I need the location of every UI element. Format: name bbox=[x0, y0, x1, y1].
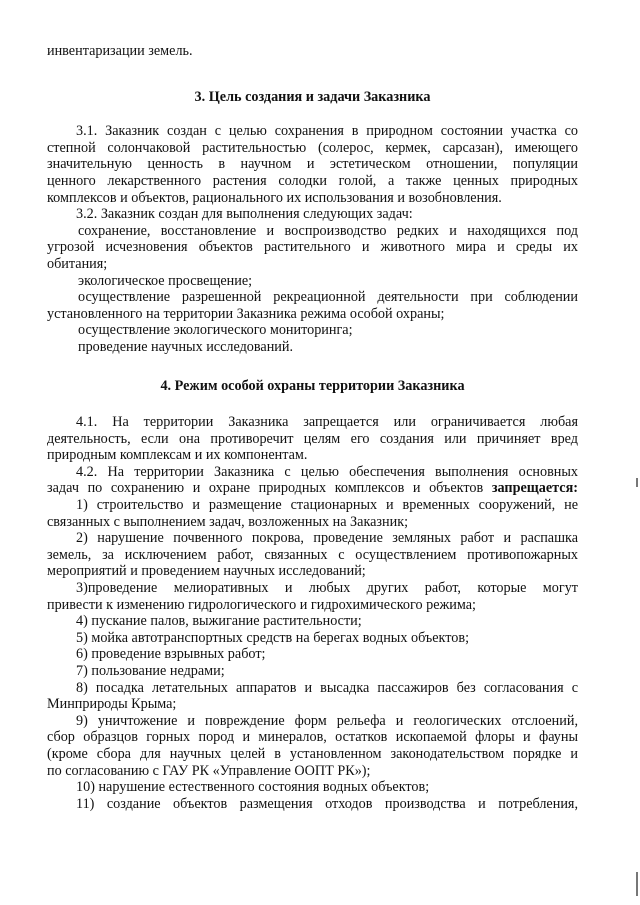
list-item-line: по согласованию с ГАУ РК «Управление ООПТ РК»); bbox=[47, 762, 371, 779]
section-3-paragraph-2 bbox=[47, 206, 578, 355]
text-line: деятельность, если она противоречит целям его создания или причиняет вред bbox=[47, 430, 578, 447]
list-item-line: мероприятий и проведением научных исследований; bbox=[47, 563, 366, 580]
list-item-line: 3)проведение мелиоративных и любых других работ, которые могут bbox=[76, 580, 578, 597]
text-line: осуществление разрешенной рекреационной деятельности при соблюдении bbox=[78, 289, 578, 306]
text-line: 3.2. Заказник создан для выполнения следующих задач: bbox=[76, 206, 413, 223]
section-4-title: 4. Режим особой охраны территории Заказника bbox=[160, 377, 465, 394]
list-item-line: связанных с выполнением задач, возложенных на Заказник; bbox=[47, 513, 409, 530]
text-line: экологическое просвещение; bbox=[78, 272, 253, 289]
spacer bbox=[47, 105, 578, 123]
list-item-line: (кроме сбора для научных целей в установленном законодательством порядке и bbox=[47, 745, 578, 762]
text-line bbox=[47, 480, 578, 497]
section-3-paragraph-1 bbox=[47, 123, 578, 206]
list-item-line: 8) посадка летательных аппаратов и высадка пассажиров без согласования с bbox=[76, 679, 578, 696]
list-item-line: Минприроды Крыма; bbox=[47, 696, 177, 713]
list-item-line: 6) проведение взрывных работ; bbox=[76, 646, 266, 663]
section-4-paragraph-1 bbox=[47, 414, 578, 464]
text-run: задач по сохранению и охране природных комплексов и объектов bbox=[47, 480, 484, 497]
spacer bbox=[47, 60, 578, 89]
list-item-line: привести к изменению гидрологического и гидрохимического режима; bbox=[47, 596, 477, 613]
text-line: проведение научных исследований. bbox=[78, 338, 294, 355]
section-4-paragraph-2 bbox=[47, 464, 578, 497]
text-line: обитания; bbox=[47, 255, 108, 272]
list-item-line: 11) создание объектов размещения отходов производства и потребления, bbox=[76, 795, 578, 812]
list-item-line: 9) уничтожение и повреждение форм рельефа и геологических отслоений, bbox=[76, 712, 578, 729]
list-item-line: 1) строительство и размещение стационарных и временных сооружений, не bbox=[76, 497, 578, 514]
list-item-line: 2) нарушение почвенного покрова, проведение земляных работ и распашка bbox=[76, 530, 578, 547]
spacer bbox=[47, 356, 578, 378]
list-item-line: земель, за исключением работ, связанных с осуществлением противопожарных bbox=[47, 546, 578, 563]
text-line: сохранение, восстановление и воспроизводство редких и находящихся под bbox=[78, 222, 578, 239]
intro-line: инвентаризации земель. bbox=[47, 43, 193, 59]
text-line: степной солончаковой растительностью (солерос, кермек, сарсазан), имеющего bbox=[47, 139, 578, 156]
list-item-line: 5) мойка автотранспортных средств на берегах водных объектов; bbox=[76, 629, 470, 646]
text-line: 3.1. Заказник создан с целью сохранения в природном состоянии участка со bbox=[76, 123, 578, 140]
spacer bbox=[47, 394, 578, 414]
list-item-line: 10) нарушение естественного состояния водных объектов; bbox=[76, 779, 430, 796]
text-line: комплексов и объектов, рационального их использования и возобновления. bbox=[47, 189, 502, 206]
text-line: осуществление экологического мониторинга; bbox=[78, 322, 353, 339]
section-3-title: 3. Цель создания и задачи Заказника bbox=[194, 88, 431, 105]
scan-edge-mark bbox=[636, 872, 638, 896]
prohibitions-list bbox=[47, 497, 578, 812]
text-line: значительную ценность в научном и эстетическом отношении, популяции bbox=[47, 156, 578, 173]
list-item-line: 4) пускание палов, выжигание растительности; bbox=[76, 613, 362, 630]
list-item-line: 7) пользование недрами; bbox=[76, 663, 225, 679]
text-line: 4.1. На территории Заказника запрещается или ограничивается любая bbox=[76, 414, 578, 431]
scan-edge-mark bbox=[636, 478, 638, 487]
list-item-line: сбор образцов горных пород и минералов, остатков ископаемой флоры и фауны bbox=[47, 729, 578, 746]
text-line: угрозой исчезновения объектов растительного и животного мира и среды их bbox=[47, 239, 578, 256]
text-line: ценного лекарственного растения солодки голой, а также ценных природных bbox=[47, 172, 578, 189]
text-line: 4.2. На территории Заказника с целью обеспечения выполнения основных bbox=[76, 463, 578, 480]
prohibited-keyword: запрещается: bbox=[491, 480, 578, 497]
text-line: природным комплексам и их компонентам. bbox=[47, 447, 308, 464]
text-line: установленного на территории Заказника режима особой охраны; bbox=[47, 305, 445, 322]
